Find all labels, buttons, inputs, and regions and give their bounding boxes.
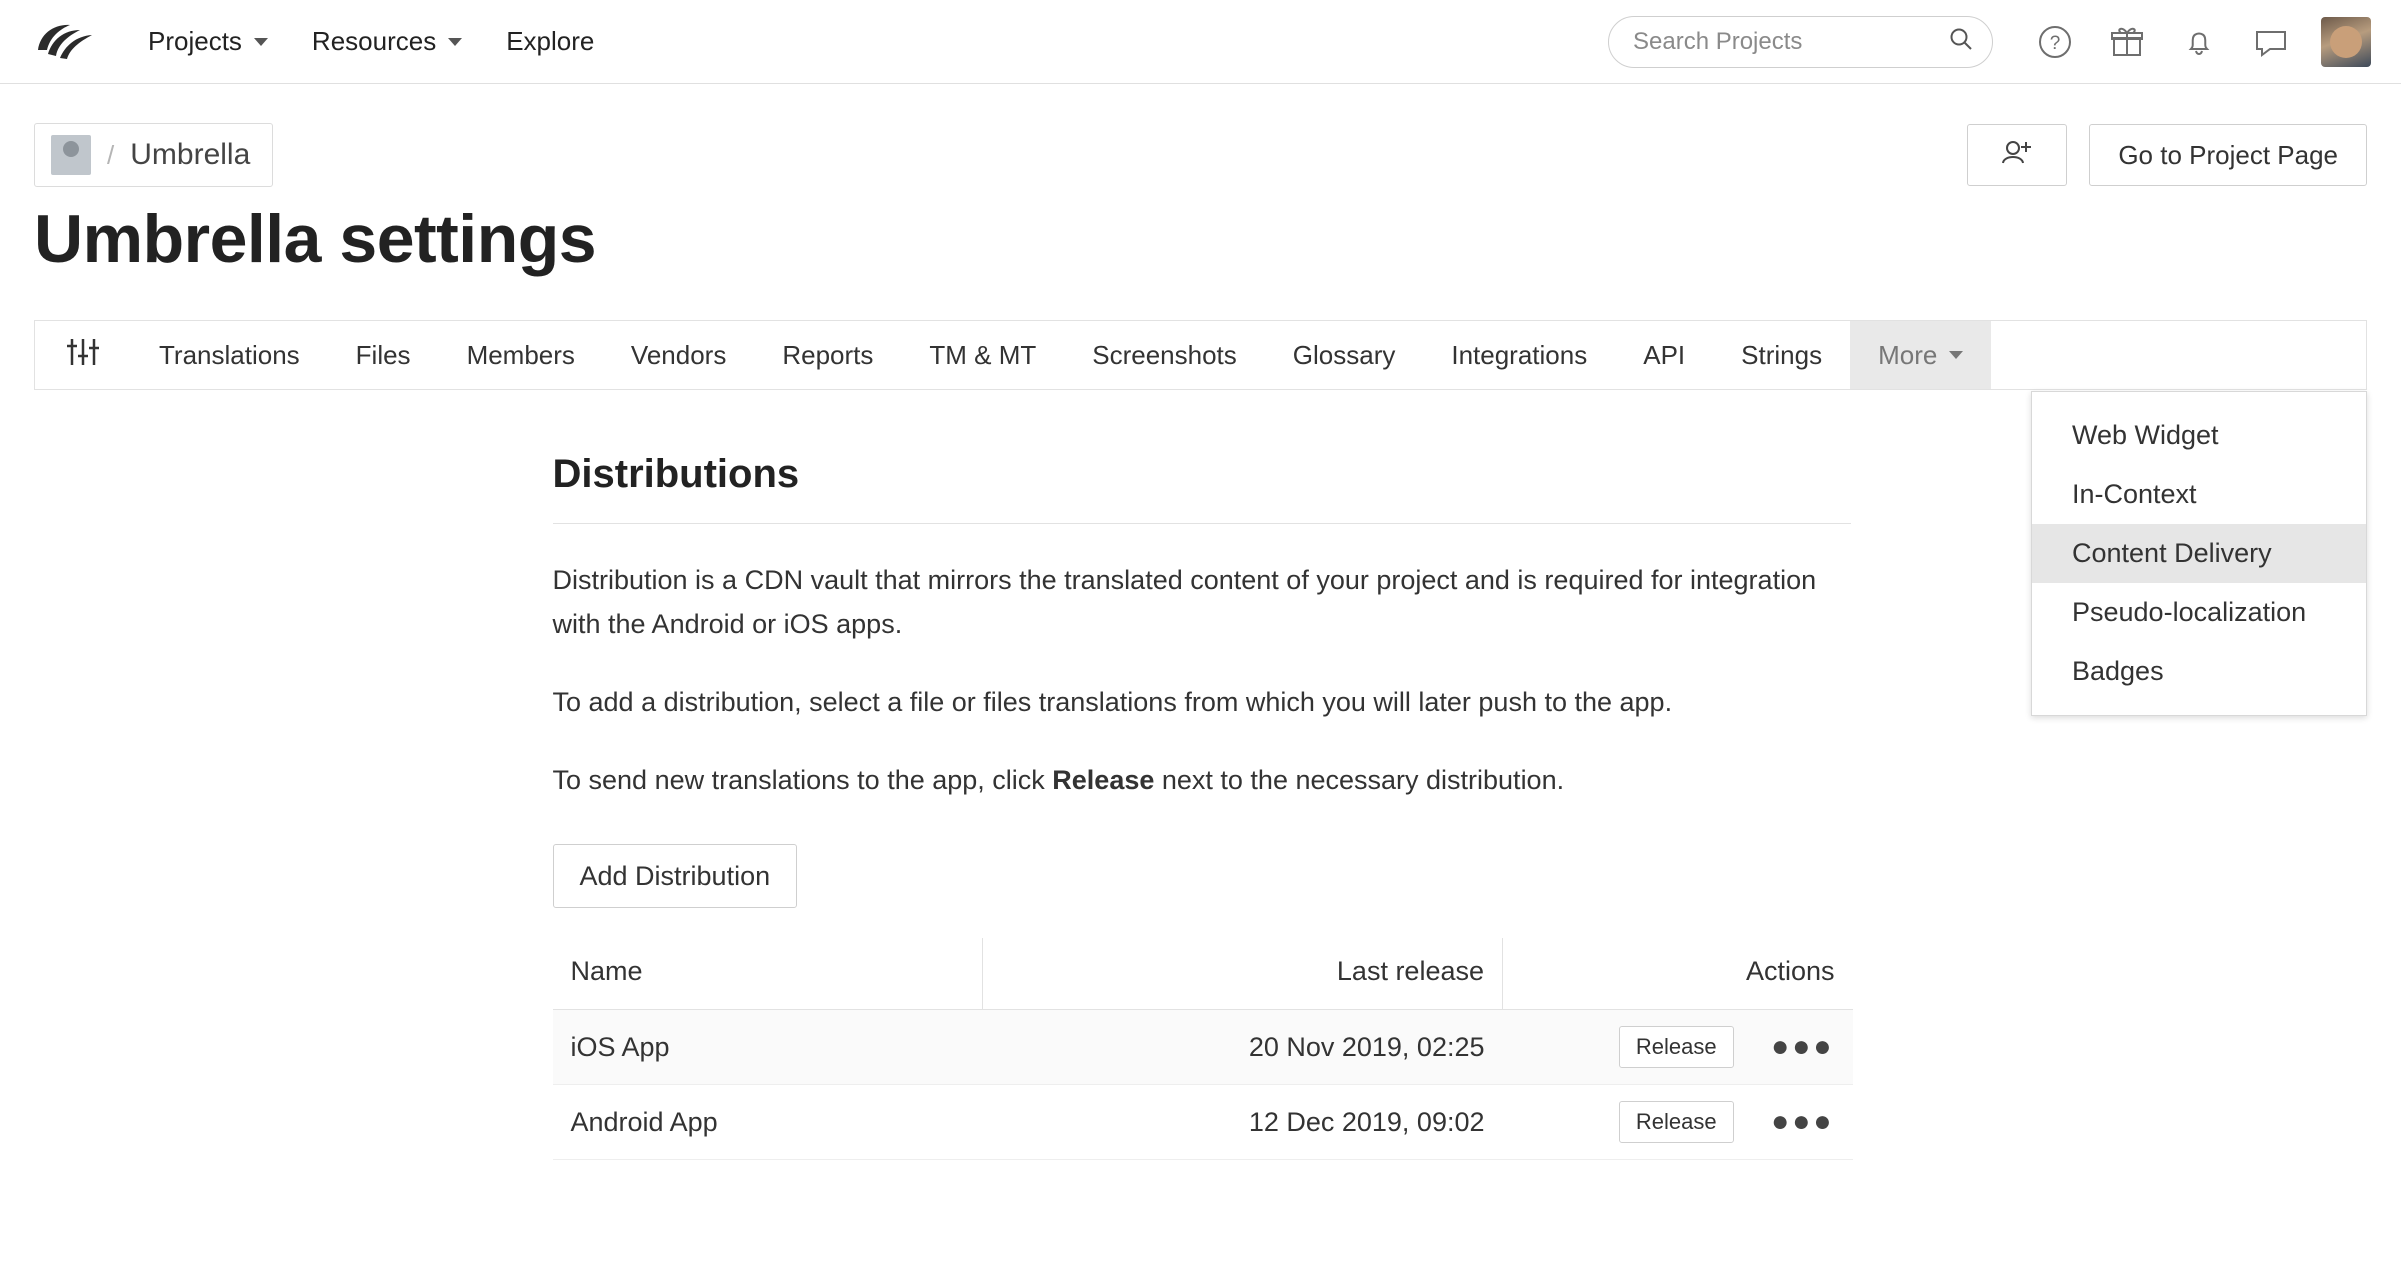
project-avatar-icon <box>51 135 91 175</box>
description-3-pre: To send new translations to the app, click <box>552 765 1053 795</box>
tab-files-label: Files <box>355 339 411 370</box>
menu-item-content-delivery-label: Content Delivery <box>2072 538 2272 568</box>
add-distribution-button[interactable]: Add Distribution <box>553 844 798 908</box>
section-title: Distributions <box>553 452 1851 524</box>
tab-translations-label: Translations <box>159 339 300 370</box>
distribution-name: iOS App <box>553 1010 983 1085</box>
chat-icon[interactable] <box>2243 14 2299 70</box>
tab-integrations-label: Integrations <box>1451 339 1588 370</box>
crowdin-logo-icon[interactable] <box>34 20 96 64</box>
sliders-icon <box>65 337 101 374</box>
table-header-row <box>553 938 1853 1010</box>
column-header-name: Name <box>553 938 983 1010</box>
tab-tm-mt-label: TM & MT <box>929 339 1037 370</box>
tab-more[interactable] <box>1850 321 1991 389</box>
nav-item-resources[interactable] <box>290 0 484 84</box>
tab-api[interactable] <box>1615 321 1713 389</box>
description-3-post: next to the necessary distribution. <box>1154 765 1565 795</box>
tab-translations[interactable] <box>131 321 328 389</box>
nav-item-resources-label: Resources <box>311 26 437 56</box>
search-input[interactable] <box>1631 27 1948 57</box>
gift-icon[interactable] <box>2099 14 2155 70</box>
menu-item-pseudo-localization[interactable] <box>2032 583 2366 642</box>
help-icon[interactable] <box>2027 14 2083 70</box>
tab-reports-label: Reports <box>782 339 874 370</box>
nav-item-explore-label: Explore <box>506 26 595 56</box>
menu-item-web-widget[interactable] <box>2032 406 2366 465</box>
nav-item-projects[interactable] <box>126 0 290 84</box>
tab-members[interactable] <box>439 321 603 389</box>
chevron-down-icon <box>1949 351 1963 359</box>
distribution-last-release: 20 Nov 2019, 02:25 <box>983 1010 1503 1085</box>
tab-vendors[interactable] <box>603 321 754 389</box>
user-avatar[interactable] <box>2321 17 2371 67</box>
breadcrumb[interactable] <box>34 123 273 187</box>
go-to-project-page-label: Go to Project Page <box>2118 139 2338 170</box>
menu-item-badges-label: Badges <box>2072 656 2164 686</box>
tabs-filler <box>1991 321 2366 389</box>
page-title: Umbrella settings <box>34 201 597 277</box>
more-actions-icon[interactable]: ●●● <box>1771 1104 1835 1138</box>
distribution-last-release: 12 Dec 2019, 09:02 <box>983 1085 1503 1160</box>
menu-item-badges[interactable] <box>2032 642 2366 701</box>
menu-item-web-widget-label: Web Widget <box>2072 420 2219 450</box>
tab-glossary-label: Glossary <box>1292 339 1396 370</box>
search-box[interactable] <box>1608 16 1993 68</box>
svg-text:?: ? <box>2049 32 2061 54</box>
table-row[interactable] <box>553 1010 1853 1085</box>
breadcrumb-project-name[interactable]: Umbrella <box>130 138 251 171</box>
breadcrumb-row <box>0 84 2401 190</box>
column-header-actions: Actions <box>1503 938 1853 1010</box>
tab-more-label: More <box>1878 339 1938 370</box>
distribution-actions <box>1503 1085 1853 1160</box>
distribution-actions <box>1503 1010 1853 1085</box>
menu-item-in-context-label: In-Context <box>2072 479 2197 509</box>
distributions-description-2: To add a distribution, select a file or files translations from which you will later push to the app. <box>552 687 1673 717</box>
distributions-panel <box>551 452 1851 1160</box>
search-icon[interactable] <box>1948 26 1974 57</box>
tab-strings[interactable] <box>1713 321 1850 389</box>
distributions-table <box>553 938 1853 1160</box>
tab-glossary[interactable] <box>1265 321 1424 389</box>
tab-screenshots[interactable] <box>1064 321 1265 389</box>
tab-members-label: Members <box>466 339 575 370</box>
tab-vendors-label: Vendors <box>630 339 727 370</box>
distributions-description-3 <box>553 758 1823 802</box>
release-button[interactable]: Release <box>1619 1026 1734 1068</box>
menu-item-pseudo-localization-label: Pseudo-localization <box>2072 597 2307 627</box>
chevron-down-icon <box>254 38 268 46</box>
nav-item-projects-label: Projects <box>148 26 242 56</box>
tab-tm-mt[interactable] <box>901 321 1064 389</box>
nav-item-explore[interactable] <box>484 0 616 84</box>
bell-icon[interactable] <box>2171 14 2227 70</box>
distribution-name: Android App <box>553 1085 983 1160</box>
breadcrumb-separator: / <box>107 139 115 170</box>
tab-settings-icon[interactable] <box>35 321 131 389</box>
go-to-project-page-button[interactable] <box>2089 124 2367 186</box>
column-header-last-release: Last release <box>983 938 1503 1010</box>
description-3-bold: Release <box>1052 765 1155 795</box>
invite-member-button[interactable] <box>1967 124 2067 186</box>
tab-strings-label: Strings <box>1741 339 1823 370</box>
tab-integrations[interactable] <box>1423 321 1615 389</box>
tab-api-label: API <box>1643 339 1686 370</box>
tab-screenshots-label: Screenshots <box>1092 339 1237 370</box>
top-navbar <box>0 0 2401 84</box>
release-button[interactable]: Release <box>1619 1101 1734 1143</box>
tab-reports[interactable] <box>754 321 901 389</box>
add-member-icon <box>1999 138 2035 173</box>
menu-item-content-delivery[interactable] <box>2032 524 2366 583</box>
tab-files[interactable] <box>328 321 439 389</box>
menu-item-in-context[interactable] <box>2032 465 2366 524</box>
more-dropdown-menu <box>2031 391 2367 716</box>
chevron-down-icon <box>448 38 462 46</box>
more-actions-icon[interactable]: ●●● <box>1771 1029 1835 1063</box>
distributions-description-1: Distribution is a CDN vault that mirrors the translated content of your project and is required for integration with the Android or iOS apps. <box>552 565 1817 639</box>
table-row[interactable] <box>553 1085 1853 1160</box>
